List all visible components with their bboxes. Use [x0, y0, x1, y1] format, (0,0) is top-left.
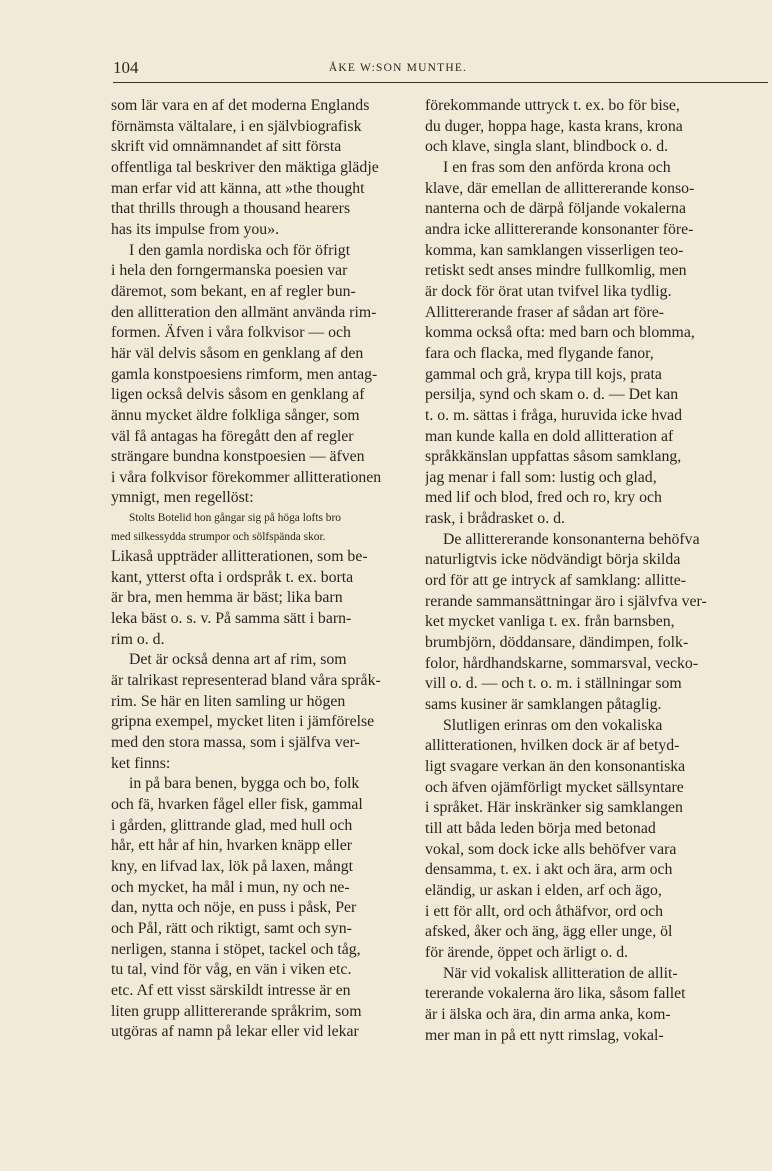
- text-line: man kunde kalla en dold allitteration af: [425, 427, 674, 445]
- text-line: Likaså uppträder allitterationen, som be-: [111, 548, 368, 566]
- text-line: är i älska och ära, din arma anka, kom-: [425, 1005, 671, 1023]
- text-line: du duger, hoppa hage, kasta krans, krona: [425, 117, 683, 135]
- text-line: kant, ytterst ofta i ordspråk t. ex. borta: [111, 568, 354, 586]
- text-line: skrift vid omnämnandet af sitt första: [111, 138, 342, 156]
- text-line: formen. Äfven i våra folkvisor — och: [111, 324, 351, 342]
- text-line: fara och flacka, med flygande fanor,: [425, 344, 654, 362]
- text-line: andra icke allittererande konsonanter före-: [425, 220, 694, 238]
- page-header: [113, 60, 683, 80]
- text-line: ket mycket vanliga t. ex. från barnsben,: [425, 613, 675, 631]
- text-line: ord för att ge intryck af samklang: allitte-: [425, 572, 686, 590]
- text-line: och Pål, rätt och riktigt, samt och syn-: [111, 919, 352, 937]
- text-line: rim. Se här en liten samling ur högen: [111, 692, 346, 710]
- text-line: vokal, som dock icke alls behöfver vara: [425, 840, 677, 858]
- text-line: är dock för örat utan tvifvel lika tydlig.: [425, 282, 672, 300]
- text-line: nanterna och de därpå följande vokalerna: [425, 200, 686, 218]
- text-line: till att båda leden börja med betonad: [425, 819, 656, 837]
- text-line: i våra folkvisor förekommer allitterationen: [111, 468, 382, 486]
- text-line: allitterationen, hvilken dock är af betyd-: [425, 737, 680, 755]
- text-line: De allittererande konsonanterna behöfva: [443, 530, 700, 548]
- text-line: och klave, singla slant, blindbock o. d.: [425, 138, 669, 156]
- text-line: gamla konstpoesiens rimform, men antag-: [111, 365, 378, 383]
- text-line: väl få antagas ha föregått den af regler: [111, 427, 354, 445]
- text-line: och fä, hvarken fågel eller fisk, gammal: [111, 796, 363, 813]
- text-line: Allittererande fraser af sådan art före-: [425, 303, 665, 321]
- text-line: Det är också denna art af rim, som: [129, 651, 347, 669]
- text-line: kny, en lifvad lax, lök på laxen, mångt: [111, 857, 354, 875]
- text-line: vill o. d. — och t. o. m. i ställningar som: [425, 675, 682, 693]
- text-line: i gården, glittrande glad, med hull och: [111, 816, 353, 834]
- text-line: ännu mycket äldre folkliga sånger, som: [111, 406, 360, 424]
- text-line: rerande sammansättningar äro i självfva ver-: [425, 592, 707, 610]
- text-line: dan, nytta och nöje, en puss i påsk, Per: [111, 899, 357, 917]
- text-line: förnämsta vältalare, i en självbiografisk: [111, 117, 362, 135]
- text-line: jag menar i fall som: lustig och glad,: [425, 468, 657, 486]
- text-line: strängare bundna konstpoesien — äfven: [111, 448, 365, 466]
- text-line: komma, kan samklangen visserligen teo-: [425, 241, 684, 259]
- text-line: gripna exempel, mycket liten i jämförelse: [111, 713, 375, 731]
- text-line: den allitteration den allmänt använda rim-: [111, 303, 377, 321]
- text-line: that thrills through a thousand hearers: [111, 200, 351, 218]
- text-line: retiskt sedt anses mindre fullkomlig, men: [425, 262, 687, 280]
- page-number: 104: [113, 58, 139, 77]
- left-column: [111, 96, 405, 1043]
- text-line: ymnigt, men regellöst:: [111, 489, 254, 507]
- text-line: är bra, men hemma är bäst; lika barn: [111, 589, 343, 607]
- text-line: brumbjörn, döddansare, dändimpen, folk-: [425, 634, 689, 652]
- quote-line: med silkessydda strumpor och sölfspända skor.: [111, 531, 326, 544]
- text-line: ligt svagare verkan än den konsonantiska: [425, 758, 686, 775]
- text-line: och äfven ojämförligt mycket sällsyntare: [425, 778, 684, 796]
- text-line: mer man in på ett nytt rimslag, vokal-: [425, 1026, 664, 1044]
- text-line: som lär vara en af det moderna Englands: [111, 97, 370, 114]
- quote-line: Stolts Botelid hon gångar sig på höga lofts bro: [129, 512, 341, 525]
- text-line: afsked, åker och äng, ägg eller unge, öl: [425, 923, 673, 941]
- text-line: eländig, ur askan i elden, arf och ägo,: [425, 881, 662, 899]
- text-line: klave, där emellan de allittererande konso-: [425, 179, 695, 197]
- text-line: etc. Af ett visst särskildt intresse är en: [111, 981, 351, 999]
- text-line: liten grupp allittererande språkrim, som: [111, 1002, 362, 1020]
- running-head: ÅKE W:SON MUNTHE.: [328, 62, 468, 74]
- text-line: t. o. m. sättas i fråga, huruvida icke hvad: [425, 406, 683, 424]
- text-line: När vid vokalisk allitteration de allit-: [443, 964, 678, 982]
- text-line: man erfar vid att känna, att »the thought: [111, 179, 365, 197]
- text-line: sams kusiner är samklangen påtaglig.: [425, 696, 662, 714]
- text-line: I en fras som den anförda krona och: [443, 158, 671, 176]
- text-line: I den gamla nordiska och för öfrigt: [129, 241, 351, 259]
- text-line: Slutligen erinras om den vokaliska: [443, 716, 663, 734]
- text-line: in på bara benen, bygga och bo, folk: [129, 775, 360, 793]
- text-line: i hela den forngermanska poesien var: [111, 262, 348, 280]
- text-line: ket finns:: [111, 754, 171, 772]
- text-line: naturligtvis icke nödvändigt börja skilda: [425, 551, 681, 569]
- text-line: här väl delvis såsom en genklang af den: [111, 344, 364, 362]
- text-line: nerligen, stanna i stöpet, tackel och tåg,: [111, 940, 361, 958]
- text-line: för ärende, öppet och ärligt o. d.: [425, 943, 629, 961]
- text-line: ligen också delvis såsom en genklang af: [111, 386, 365, 404]
- text-line: gammal och grå, krypa till kojs, prata: [425, 365, 662, 383]
- text-line: has its impulse from you».: [111, 220, 280, 238]
- text-line: utgöras af namn på lekar eller vid lekar: [111, 1023, 359, 1041]
- text-line: med den stora massa, som i själfva ver-: [111, 734, 360, 752]
- text-line: rask, i brådrasket o. d.: [425, 510, 565, 528]
- text-line: komma också ofta: med barn och blomma,: [425, 324, 695, 342]
- text-line: persilja, synd och skam o. d. — Det kan: [425, 386, 679, 404]
- text-line: folor, hårdhandskarne, sommarsval, vecko-: [425, 654, 699, 672]
- text-line: rim o. d.: [111, 630, 165, 648]
- text-line: leka bäst o. s. v. På samma sätt i barn-: [111, 610, 352, 628]
- text-line: i språket. Här inskränker sig samklangen: [425, 799, 683, 817]
- text-line: hår, ett hår af hin, hvarken knäpp eller: [111, 837, 353, 855]
- text-line: tererande vokalerna äro lika, såsom fallet: [425, 985, 686, 1003]
- text-line: språkkänslan uppfattas såsom samklang,: [425, 448, 682, 466]
- text-line: i ett för allt, ord och åthäfvor, ord och: [425, 902, 663, 920]
- header-rule: [113, 82, 768, 83]
- text-line: offentliga tal beskriver den mäktiga glädje: [111, 158, 379, 176]
- text-line: densamma, t. ex. i akt och ära, arm och: [425, 861, 673, 879]
- text-line: är talrikast representerad bland våra språk-: [111, 672, 381, 690]
- text-line: med lif och blod, fred och ro, kry och: [425, 489, 662, 507]
- text-line: förekommande uttryck t. ex. bo för bise,: [425, 97, 680, 114]
- text-line: tu tal, vind för våg, en vän i viken etc.: [111, 961, 352, 979]
- text-line: och mycket, ha mål i mun, ny och ne-: [111, 878, 350, 896]
- text-line: däremot, som bekant, en af regler bun-: [111, 282, 356, 300]
- right-column: [425, 96, 765, 1046]
